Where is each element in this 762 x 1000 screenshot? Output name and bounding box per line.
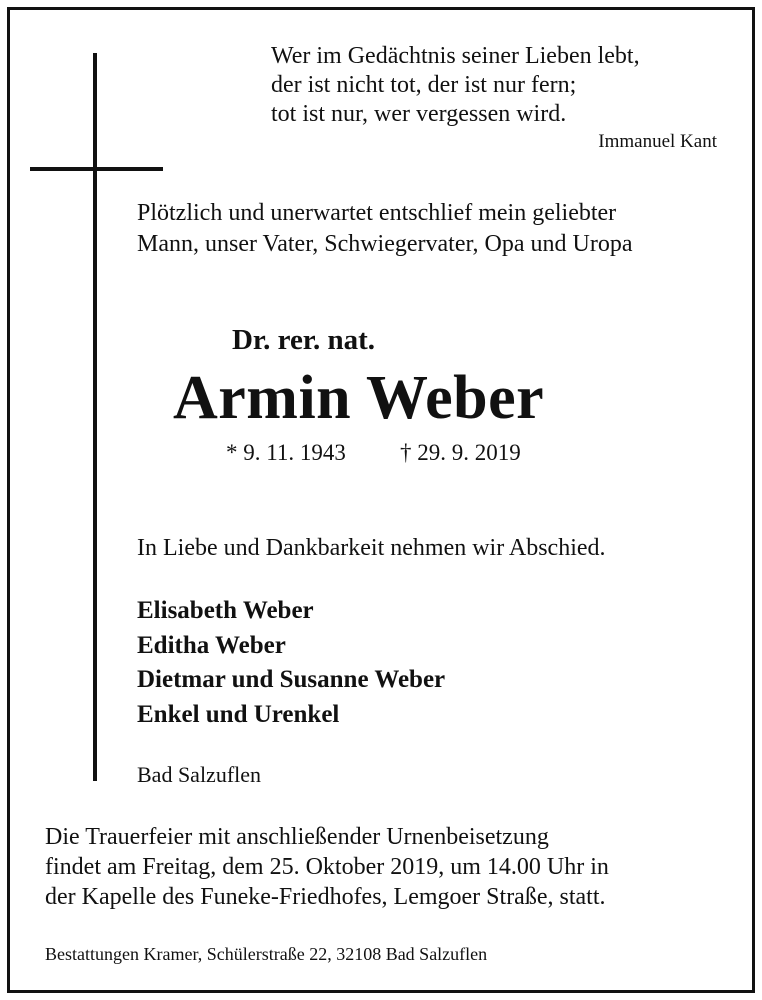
mourner-name: Editha Weber [137, 631, 286, 659]
cross-icon-vertical [93, 53, 97, 781]
ceremony-line: der Kapelle des Funeke-Friedhofes, Lemgoer Straße, statt. [45, 884, 606, 910]
location: Bad Salzuflen [137, 762, 262, 787]
mourner-name: Dietmar und Susanne Weber [137, 666, 446, 693]
mourner-name: Elisabeth Weber [137, 597, 314, 624]
deceased-name: Armin Weber [173, 364, 545, 432]
ceremony-line: findet am Freitag, dem 25. Oktober 2019, um 14.00 Uhr in [45, 854, 609, 880]
ceremony-info [45, 822, 609, 912]
quote-line: tot ist nur, wer vergessen wird. [271, 101, 567, 127]
quote [271, 42, 640, 129]
farewell-text: In Liebe und Dankbarkeit nehmen wir Abschied. [137, 535, 606, 561]
academic-title-row [0, 324, 762, 357]
undertaker-info: Bestattungen Kramer, Schülerstraße 22, 32108 Bad Salzuflen [45, 944, 488, 964]
quote-line: der ist nicht tot, der ist nur fern; [271, 72, 577, 98]
quote-line: Wer im Gedächtnis seiner Lieben lebt, [271, 43, 640, 69]
ceremony-line: Die Trauerfeier mit anschließender Urnenbeisetzung [45, 824, 549, 850]
mourners-list [137, 594, 445, 732]
intro-line: Mann, unser Vater, Schwiegervater, Opa und Uropa [137, 231, 633, 257]
intro-text [137, 198, 632, 260]
quote-author: Immanuel Kant [598, 131, 717, 152]
death-date: † 29. 9. 2019 [400, 440, 521, 465]
birth-date: * 9. 11. 1943 [226, 440, 346, 465]
mourner-name: Enkel und Urenkel [137, 700, 340, 728]
academic-title: Dr. rer. nat. [231, 324, 376, 356]
cross-icon-horizontal [30, 167, 163, 171]
intro-line: Plötzlich und unerwartet entschlief mein geliebter [137, 200, 617, 226]
